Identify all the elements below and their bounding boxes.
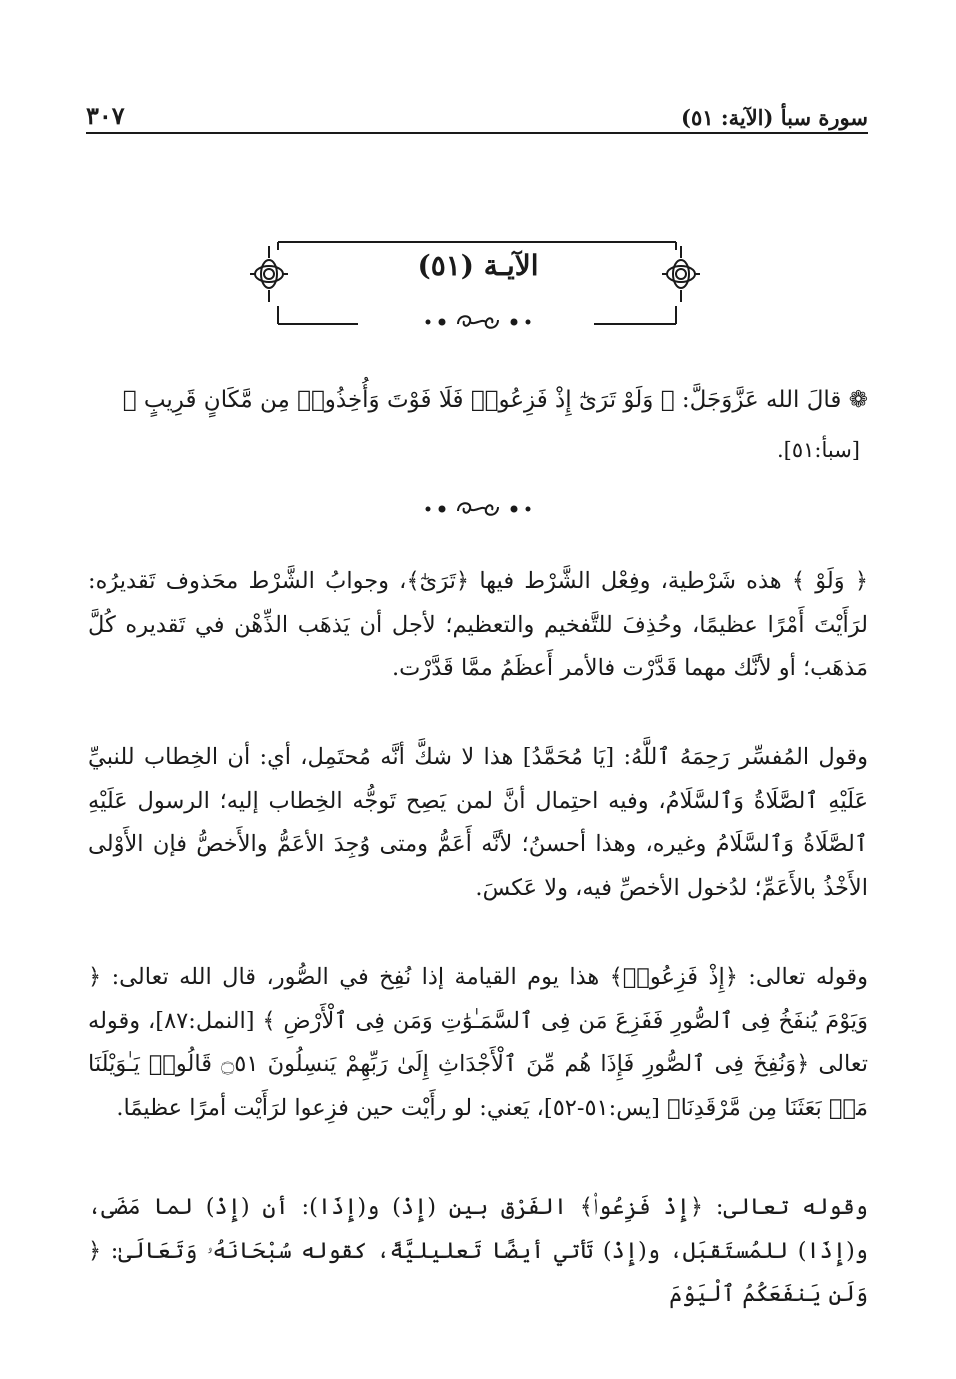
page-number: ٣٠٧: [86, 101, 125, 130]
header-rule: [86, 132, 868, 134]
paragraph: وقوله تعالى: ﴿إِذْ فَزِعُوا۟﴾ هذا يوم القيامة إذا نُفِخ في الصُّور، قال الله تعالى: ﴿ وَيَوْمَ يُنفَخُ فِى ٱلصُّورِ فَفَزِعَ مَن فِى ٱلسَّمَـٰوَٰتِ وَمَن فِى ٱلْأَرْضِ ﴾ [النمل:٨٧]، وقوله تعالى ﴿وَنُفِخَ فِى ٱلصُّورِ فَإِذَا هُم مِّنَ ٱلْأَجْدَاثِ إِلَىٰ رَبِّهِمْ يَنسِلُونَ ۝٥١ قَالُوا۟ يَـٰوَيْلَنَا مَنۢ بَعَثَنَا مِن مَّرْقَدِنَا﴾ [يس:٥١-٥٢]، يَعني: لو رأَيْت حين فزِعوا لرَأَيْت أمرًا عظيمًا.: [88, 964, 868, 1121]
divider-dots-icon: [418, 312, 538, 332]
knot-ornament-icon: [248, 244, 290, 304]
paragraph: وقول المُفسِّر رَحِمَهُ ٱللَّهُ: [يَا مُحَمَّدُ] هذا لا شكَّ أنَّه مُحتَمِل، أي: أن الخِطاب للنبيِّ عَلَيْهِ ٱلصَّلَاةُ وَٱلسَّلَامُ، وفيه احتِمال أنَّ لمن يَصِح تَوجُّه الخِطاب إليه؛ الرسول عَلَيْهِ ٱلصَّلَاةُ وَٱلسَّلَامُ وغيره، وهذا أحسنُ؛ لأنَّه أَعَمُّ ومتى وُجِدَ الأعَمُّ والأَخصُّ فإن الأَوْلى الأَخْذُ بالأَعَمِّ؛ لدُخول الأخصِّ فيه، ولا عَكسَ.: [88, 744, 868, 901]
ayah-title: الآيـة (٥١): [417, 249, 539, 282]
verse-text: ❁ قالَ الله عَزَّوَجَلَّ: ﴿ وَلَوْ تَرَىٰٓ إِذْ فَزِعُوا۟ فَلَا فَوْتَ وَأُخِذُوا۟ مِن مَّكَانٍ قَرِيبٍ ﴾: [122, 387, 868, 413]
verse-reference: [سبأ:٥١].: [776, 438, 860, 462]
paragraph: وقوله تعالى: ﴿إِذْ فَزِعُوا۟﴾ الفَرْق بين (إِذْ) و(إِذَا): أن (إِذْ) لما مَضَى، و(إِذَا) للمُستَقبَل، و(إِذْ) تَأتي أيضًا تَعليليَّةً، كقوله سُبْحَانَهُۥ وَتَعَالَىٰ: ﴿ وَلَن يَنفَعَكُمُ ٱلْيَوْمَ: [88, 1194, 868, 1307]
knot-ornament-icon: [660, 244, 702, 304]
surah-label: سورة سبأ (الآية: ٥١): [681, 105, 868, 130]
running-header: [86, 98, 868, 130]
paragraph: ﴿ وَلَوْ ﴾ هذه شَرْطية، وفِعْل الشَّرْط فيها ﴿تَرَىٰٓ﴾، وجوابُ الشَّرْط محَذوف تَقديرُه: لرَأَيْتَ أَمْرًا عظيمًا، وحُذِفَ للتَّفخيم والتعظيم؛ لأجل أن يَذهَب الذِّهْن في تَقديره كُلَّ مَذهَب؛ أو لأنَّك مهما قَدَّرْت فالأمر أَعظَمُ ممَّا قَدَّرْت.: [88, 568, 868, 681]
divider-dots-icon: [418, 499, 538, 519]
